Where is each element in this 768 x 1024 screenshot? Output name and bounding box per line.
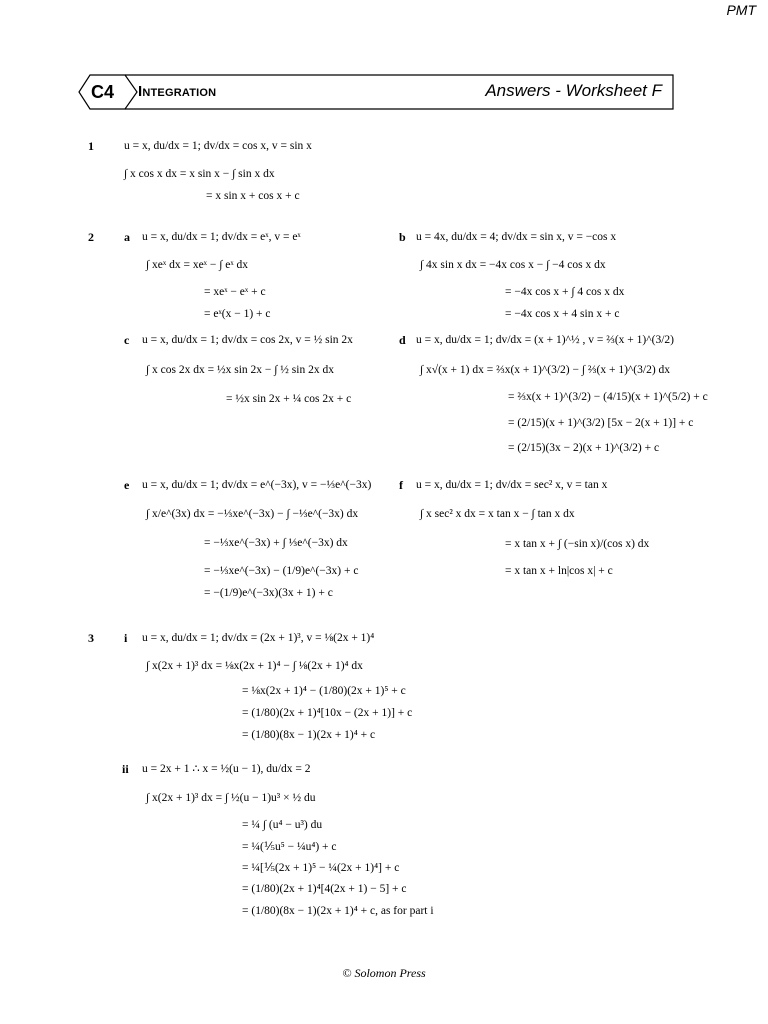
solution-line: = ¼ ∫ (u⁴ − u³) du [242,819,323,831]
solution-line: = ¼(⅕u⁵ − ¼u⁴) + c [242,841,337,853]
part-label: a [124,230,130,244]
part-label: c [124,333,130,347]
solution-line: u = x, du/dx = 1; dv/dx = (2x + 1)³, v = ⅛(2x + 1)⁴ [142,632,375,644]
part-label: f [399,478,403,492]
solution-line: = (2/15)(x + 1)^(3/2) [5x − 2(x + 1)] + c [508,417,694,429]
solution-line: = (1/80)(2x + 1)⁴[10x − (2x + 1)] + c [242,707,413,719]
part-label: b [399,230,406,244]
solution-line: = −(1/9)e^(−3x)(3x + 1) + c [204,587,333,599]
solution-line: ∫ x√(x + 1) dx = ⅔x(x + 1)^(3/2) − ∫ ⅔(x + 1)^(3/2) dx [420,364,671,376]
solution-line: ∫ x/e^(3x) dx = −⅓xe^(−3x) − ∫ −⅓e^(−3x) dx [146,508,359,520]
question-number: 3 [88,631,94,645]
solution-line: u = 4x, du/dx = 4; dv/dx = sin x, v = −cos x [416,231,617,243]
solution-line: u = x, du/dx = 1; dv/dx = eˣ, v = eˣ [142,231,301,243]
solution-line: ∫ x sec² x dx = x tan x − ∫ tan x dx [420,508,575,520]
solution-line: = −⅓xe^(−3x) + ∫ ⅓e^(−3x) dx [204,537,348,549]
solution-line: = −⅓xe^(−3x) − (1/9)e^(−3x) + c [204,565,359,577]
solution-line: u = x, du/dx = 1; dv/dx = sec² x, v = tan x [416,479,608,491]
solution-line: = ¼[⅕(2x + 1)⁵ − ¼(2x + 1)⁴] + c [242,862,400,874]
solution-line: = x sin x + cos x + c [206,190,300,202]
solution-line: = (1/80)(8x − 1)(2x + 1)⁴ + c, as for part i [242,905,434,917]
part-label: i [124,631,128,645]
question-number: 2 [88,230,94,244]
worksheet-title: Answers - Worksheet F [485,81,662,100]
solution-line: ∫ 4x sin x dx = −4x cos x − ∫ −4 cos x dx [420,259,606,271]
part-label: ii [122,762,129,776]
solution-line: = −4x cos x + ∫ 4 cos x dx [505,286,625,298]
topic-title: Integration [138,83,217,100]
solution-line: = (2/15)(3x − 2)(x + 1)^(3/2) + c [508,442,660,454]
module-code: C4 [91,82,115,102]
solution-line: = ⅛x(2x + 1)⁴ − (1/80)(2x + 1)⁵ + c [242,685,406,697]
part-label: e [124,478,130,492]
solution-line: = (1/80)(8x − 1)(2x + 1)⁴ + c [242,729,376,741]
solution-line: = x tan x + ln|cos x| + c [505,565,613,577]
solution-line: u = x, du/dx = 1; dv/dx = (x + 1)^½ , v = ⅔(x + 1)^(3/2) [416,334,674,346]
solution-line: = ½x sin 2x + ¼ cos 2x + c [226,393,352,405]
corner-label: PMT [726,2,756,18]
solution-line: = (1/80)(2x + 1)⁴[4(2x + 1) − 5] + c [242,883,407,895]
solution-line: ∫ xeˣ dx = xeˣ − ∫ eˣ dx [146,259,249,271]
solution-line: ∫ x(2x + 1)³ dx = ⅛x(2x + 1)⁴ − ∫ ⅛(2x + 1)⁴ dx [146,660,363,672]
page-footer: © Solomon Press [342,966,426,980]
solution-line: = −4x cos x + 4 sin x + c [505,308,620,320]
solution-line: u = x, du/dx = 1; dv/dx = cos 2x, v = ½ sin 2x [142,334,353,346]
solution-line: ∫ x cos 2x dx = ½x sin 2x − ∫ ½ sin 2x dx [146,364,334,376]
solution-line: = eˣ(x − 1) + c [204,308,271,320]
solution-line: u = x, du/dx = 1; dv/dx = e^(−3x), v = −⅓e^(−3x) [142,479,372,491]
question-number: 1 [88,139,94,153]
solution-line: = ⅔x(x + 1)^(3/2) − (4/15)(x + 1)^(5/2) + c [508,391,708,403]
part-label: d [399,333,406,347]
solution-line: u = x, du/dx = 1; dv/dx = cos x, v = sin x [124,140,312,152]
solution-line: ∫ x(2x + 1)³ dx = ∫ ½(u − 1)u³ × ½ du [146,792,316,804]
solution-line: ∫ x cos x dx = x sin x − ∫ sin x dx [124,168,275,180]
solution-line: = xeˣ − eˣ + c [204,286,266,298]
solution-line: u = 2x + 1 ∴ x = ½(u − 1), du/dx = 2 [142,763,311,775]
solution-line: = x tan x + ∫ (−sin x)/(cos x) dx [505,538,650,550]
worksheet-header [78,74,674,110]
